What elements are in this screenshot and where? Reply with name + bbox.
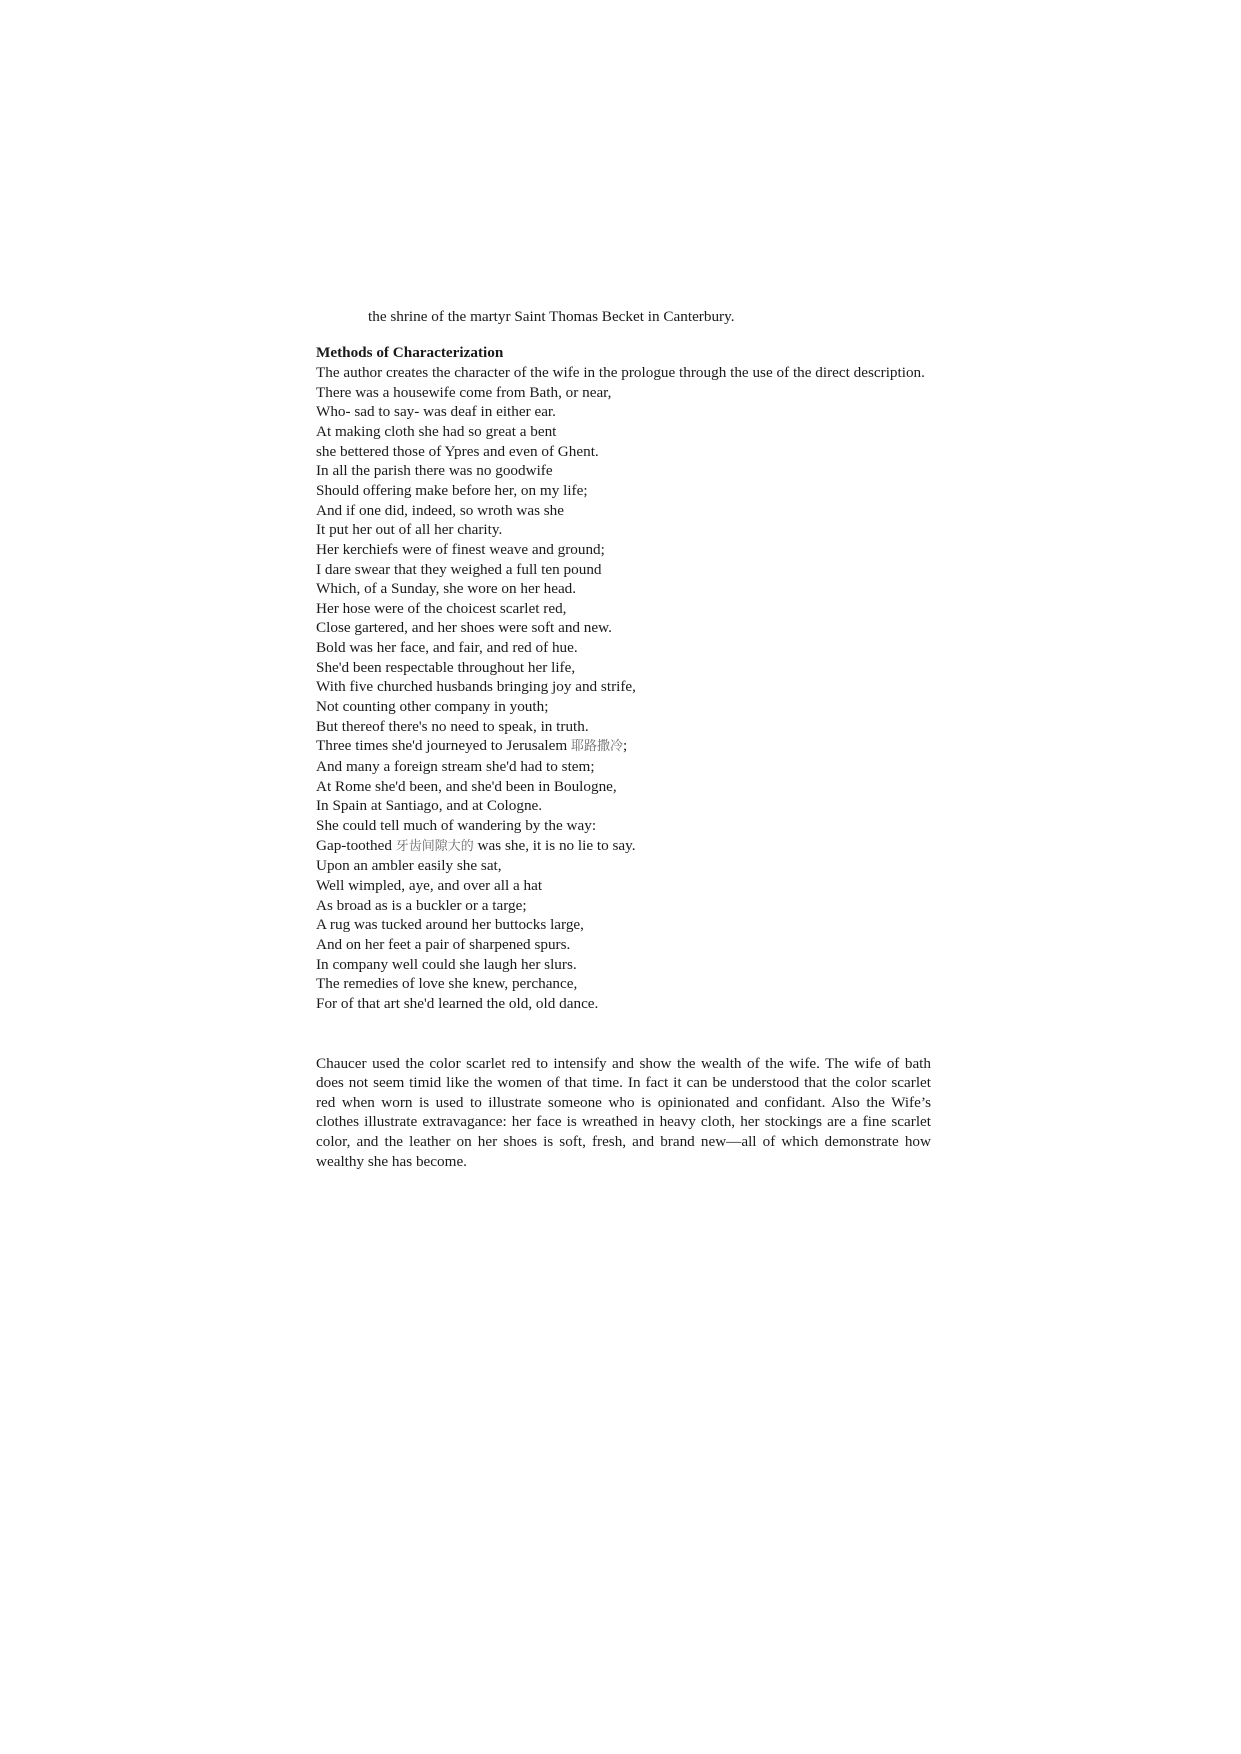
- verse-line: [316, 994, 931, 1014]
- verse-line: [316, 677, 931, 697]
- verse-line: [316, 757, 931, 777]
- verse-line-text: Not counting other company in youth;: [316, 698, 549, 716]
- verse-line-text: Upon an ambler easily she sat,: [316, 857, 502, 875]
- verse-line-text: Which, of a Sunday, she wore on her head.: [316, 580, 577, 598]
- verse-line-text: And many a foreign stream she'd had to stem;: [316, 758, 595, 776]
- analysis-paragraph: Chaucer used the color scarlet red to intensify and show the wealth of the wife. The wife of bath does not seem timid like the women of that time. In fact it can be understood that the color scarlet red when worn is used to illustrate someone who is opinionated and confidant. Also the Wife’s clothes illustrate extravagance: her face is wreathed in heavy cloth, her stockings are a fine scarlet color, and the leather on her shoes is soft, fresh, and brand new—all of which demonstrate how wealthy she has become.: [316, 1054, 931, 1170]
- verse-line-text: Her kerchiefs were of finest weave and ground;: [316, 540, 605, 558]
- verse-line-text: It put her out of all her charity.: [316, 521, 503, 539]
- verse-line-text: The remedies of love she knew, perchance,: [316, 975, 578, 993]
- verse-line-text: she bettered those of Ypres and even of Ghent.: [316, 442, 599, 460]
- verse-line-text: Her hose were of the choicest scarlet red,: [316, 599, 567, 617]
- verse-line-text: Should offering make before her, on my life;: [316, 481, 588, 499]
- verse-line: [316, 442, 931, 462]
- verse-line: [316, 915, 931, 935]
- verse-line: [316, 383, 931, 403]
- verse-line-text: In Spain at Santiago, and at Cologne.: [316, 797, 543, 815]
- verse-line: [316, 717, 931, 737]
- verse-line-text: Who- sad to say- was deaf in either ear.: [316, 403, 556, 421]
- verse-line-text: She could tell much of wandering by the way:: [316, 817, 597, 835]
- verse-line: [316, 935, 931, 955]
- intro-paragraph: The author creates the character of the wife in the prologue through the use of the direct description.: [316, 364, 925, 381]
- verse-line-text: There was a housewife come from Bath, or near,: [316, 383, 612, 401]
- verse-line: [316, 501, 931, 521]
- verse-line: [316, 836, 931, 857]
- verse-line: [316, 560, 931, 580]
- verse-line-text: And on her feet a pair of sharpened spurs.: [316, 935, 571, 953]
- verse-line-text: Well wimpled, aye, and over all a hat: [316, 877, 543, 894]
- verse-line: [316, 777, 931, 797]
- verse-line: [316, 461, 931, 481]
- verse-line: [316, 736, 931, 757]
- verse-line: [316, 876, 931, 896]
- verse-line: [316, 599, 931, 619]
- verse-line: [316, 658, 931, 678]
- verse-line: [316, 856, 931, 876]
- verse-line-text: Gap-toothed: [316, 836, 396, 854]
- verse-line-gloss: 耶路撒冷: [570, 739, 623, 755]
- verse-line-text: A rug was tucked around her buttocks large,: [316, 916, 584, 934]
- verse-line-text: For of that art she'd learned the old, old dance.: [316, 994, 599, 1012]
- verse-line-text: As broad as is a buckler or a targe;: [316, 896, 527, 914]
- verse-line: [316, 816, 931, 836]
- verse-line-text: But thereof there's no need to speak, in truth.: [316, 717, 589, 735]
- verse-line-tail: was she, it is no lie to say.: [473, 836, 636, 854]
- verse-line: [316, 638, 931, 658]
- verse-line-text: Bold was her face, and fair, and red of hue.: [316, 639, 578, 657]
- verse-line: [316, 481, 931, 501]
- verse-line-text: At Rome she'd been, and she'd been in Boulogne,: [316, 777, 617, 795]
- text-column: [316, 306, 931, 1171]
- verse-line-text: She'd been respectable throughout her life,: [316, 658, 576, 676]
- verse-line: [316, 697, 931, 717]
- verse-line-text: At making cloth she had so great a bent: [316, 422, 557, 440]
- verse-line: [316, 579, 931, 599]
- verse-line: [316, 402, 931, 422]
- verse-line-text: Close gartered, and her shoes were soft and new.: [316, 619, 612, 637]
- intro-line: the shrine of the martyr Saint Thomas Becket in Canterbury.: [368, 308, 735, 325]
- verse-line-tail: ;: [622, 737, 628, 755]
- verse-line-text: And if one did, indeed, so wroth was she: [316, 501, 565, 519]
- verse-line: [316, 618, 931, 638]
- verse-line-text: Three times she'd journeyed to Jerusalem: [316, 737, 571, 755]
- verse-block: [316, 383, 931, 1014]
- verse-line-gloss: 牙齿间隙大的: [395, 838, 474, 854]
- verse-line: [316, 520, 931, 540]
- verse-line: [316, 955, 931, 975]
- verse-line-text: With five churched husbands bringing joy and strife,: [316, 678, 636, 696]
- verse-line: [316, 540, 931, 560]
- section-heading: Methods of Characterization: [316, 344, 504, 361]
- verse-line: [316, 896, 931, 916]
- verse-line-text: In all the parish there was no goodwife: [316, 462, 553, 480]
- verse-line: [316, 796, 931, 816]
- verse-line-text: I dare swear that they weighed a full ten pound: [316, 560, 602, 578]
- verse-line: [316, 422, 931, 442]
- verse-line: [316, 974, 931, 994]
- verse-line-text: In company well could she laugh her slurs.: [316, 955, 577, 973]
